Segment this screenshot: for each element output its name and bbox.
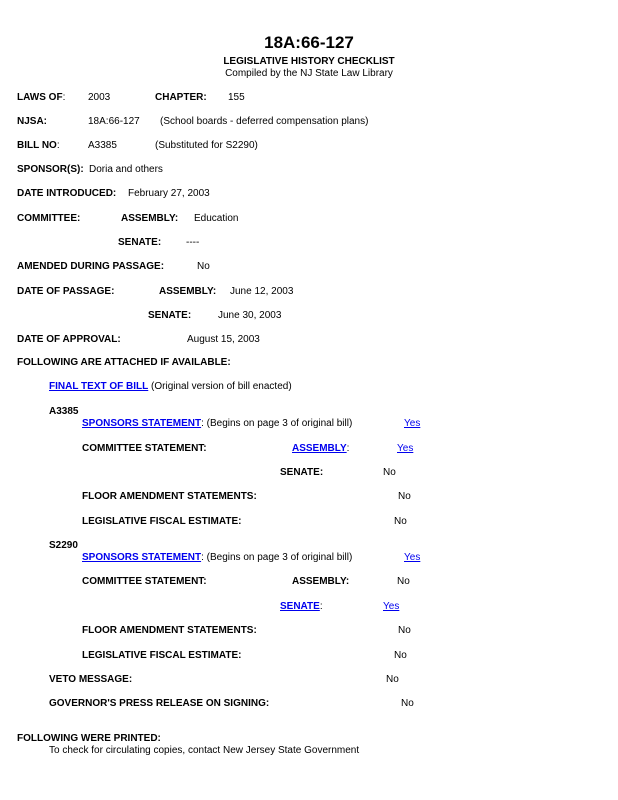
- s2290-heading: S2290: [49, 540, 78, 551]
- s2290-committee-label: COMMITTEE STATEMENT:: [82, 576, 207, 587]
- a3385-assembly-colon: :: [346, 443, 350, 454]
- bill-no-label: BILL NO: [17, 140, 57, 151]
- s2290-assembly-label: ASSEMBLY:: [292, 576, 350, 587]
- njsa-value: 18A:66-127: [88, 116, 140, 127]
- committee-assembly-value: Education: [194, 213, 239, 224]
- s2290-senate-colon: :: [319, 601, 323, 612]
- compiled-by: Compiled by the NJ State Law Library: [225, 68, 393, 79]
- njsa-note: (School boards - deferred compensation plans): [160, 116, 369, 127]
- a3385-floor-value: No: [398, 491, 411, 502]
- final-text-link[interactable]: FINAL TEXT OF BILL: [49, 381, 149, 392]
- a3385-heading: A3385: [49, 406, 79, 417]
- a3385-senate-value: No: [383, 467, 396, 478]
- a3385-sponsors-row: [82, 418, 352, 429]
- sponsors-value: Doria and others: [89, 164, 163, 175]
- passage-assembly-value: June 12, 2003: [230, 286, 294, 297]
- s2290-sponsors-row: [82, 552, 352, 563]
- committee-label: COMMITTEE:: [17, 213, 81, 224]
- passage-assembly-label: ASSEMBLY:: [159, 286, 217, 297]
- a3385-committee-label: COMMITTEE STATEMENT:: [82, 443, 207, 454]
- laws-of-colon: :: [62, 92, 66, 103]
- a3385-assembly-link[interactable]: ASSEMBLY: [292, 443, 347, 454]
- printed-heading: FOLLOWING WERE PRINTED:: [17, 733, 161, 744]
- date-introduced-label: DATE INTRODUCED:: [17, 188, 117, 199]
- a3385-sponsors-yes-link[interactable]: Yes: [404, 418, 421, 429]
- press-release-value: No: [401, 698, 414, 709]
- amended-label: AMENDED DURING PASSAGE:: [17, 261, 165, 272]
- a3385-sponsors-statement-link[interactable]: SPONSORS STATEMENT: [82, 418, 202, 429]
- veto-value: No: [386, 674, 399, 685]
- s2290-assembly-value: No: [397, 576, 410, 587]
- a3385-fiscal-value: No: [394, 516, 407, 527]
- committee-assembly-label: ASSEMBLY:: [121, 213, 179, 224]
- page-title: 18A:66-127: [264, 33, 354, 52]
- bill-no-label-wrap: [17, 140, 60, 151]
- sponsors-label: SPONSOR(S):: [17, 164, 84, 175]
- passage-label: DATE OF PASSAGE:: [17, 286, 115, 297]
- chapter-label: CHAPTER:: [155, 92, 207, 103]
- s2290-floor-value: No: [398, 625, 411, 636]
- date-introduced-value: February 27, 2003: [128, 188, 210, 199]
- printed-note: To check for circulating copies, contact New Jersey State Government: [49, 745, 360, 756]
- s2290-fiscal-label: LEGISLATIVE FISCAL ESTIMATE:: [82, 650, 242, 661]
- approval-label: DATE OF APPROVAL:: [17, 334, 121, 345]
- passage-senate-label: SENATE:: [148, 310, 192, 321]
- s2290-senate-row: [280, 601, 323, 612]
- approval-value: August 15, 2003: [187, 334, 260, 345]
- s2290-sponsors-yes-link[interactable]: Yes: [404, 552, 421, 563]
- laws-of-label-wrap: [17, 92, 65, 103]
- s2290-floor-label: FLOOR AMENDMENT STATEMENTS:: [82, 625, 257, 636]
- s2290-senate-yes-link[interactable]: Yes: [383, 601, 400, 612]
- a3385-floor-label: FLOOR AMENDMENT STATEMENTS:: [82, 491, 257, 502]
- amended-value: No: [197, 261, 210, 272]
- bill-no-note: (Substituted for S2290): [155, 140, 258, 151]
- a3385-senate-label: SENATE:: [280, 467, 324, 478]
- committee-senate-label: SENATE:: [118, 237, 162, 248]
- laws-of-label: LAWS OF: [17, 92, 63, 103]
- passage-senate-value: June 30, 2003: [218, 310, 282, 321]
- final-text-row: [49, 381, 292, 392]
- s2290-fiscal-value: No: [394, 650, 407, 661]
- bill-no-value: A3385: [88, 140, 117, 151]
- press-release-label: GOVERNOR'S PRESS RELEASE ON SIGNING:: [49, 698, 270, 709]
- attached-heading: FOLLOWING ARE ATTACHED IF AVAILABLE:: [17, 357, 231, 368]
- bill-no-colon: :: [56, 140, 60, 151]
- a3385-assembly-yes-link[interactable]: Yes: [397, 443, 414, 454]
- laws-of-year: 2003: [88, 92, 111, 103]
- njsa-label: NJSA:: [17, 116, 48, 127]
- a3385-sponsors-note: : (Begins on page 3 of original bill): [201, 418, 353, 429]
- chapter-value: 155: [228, 92, 245, 103]
- checklist-subtitle: LEGISLATIVE HISTORY CHECKLIST: [223, 56, 395, 67]
- committee-senate-value: ----: [186, 237, 200, 248]
- veto-label: VETO MESSAGE:: [49, 674, 133, 685]
- s2290-sponsors-statement-link[interactable]: SPONSORS STATEMENT: [82, 552, 202, 563]
- s2290-senate-link[interactable]: SENATE: [280, 601, 320, 612]
- a3385-assembly-row: [292, 443, 349, 454]
- final-text-note: (Original version of bill enacted): [148, 381, 292, 392]
- a3385-fiscal-label: LEGISLATIVE FISCAL ESTIMATE:: [82, 516, 242, 527]
- s2290-sponsors-note: : (Begins on page 3 of original bill): [201, 552, 353, 563]
